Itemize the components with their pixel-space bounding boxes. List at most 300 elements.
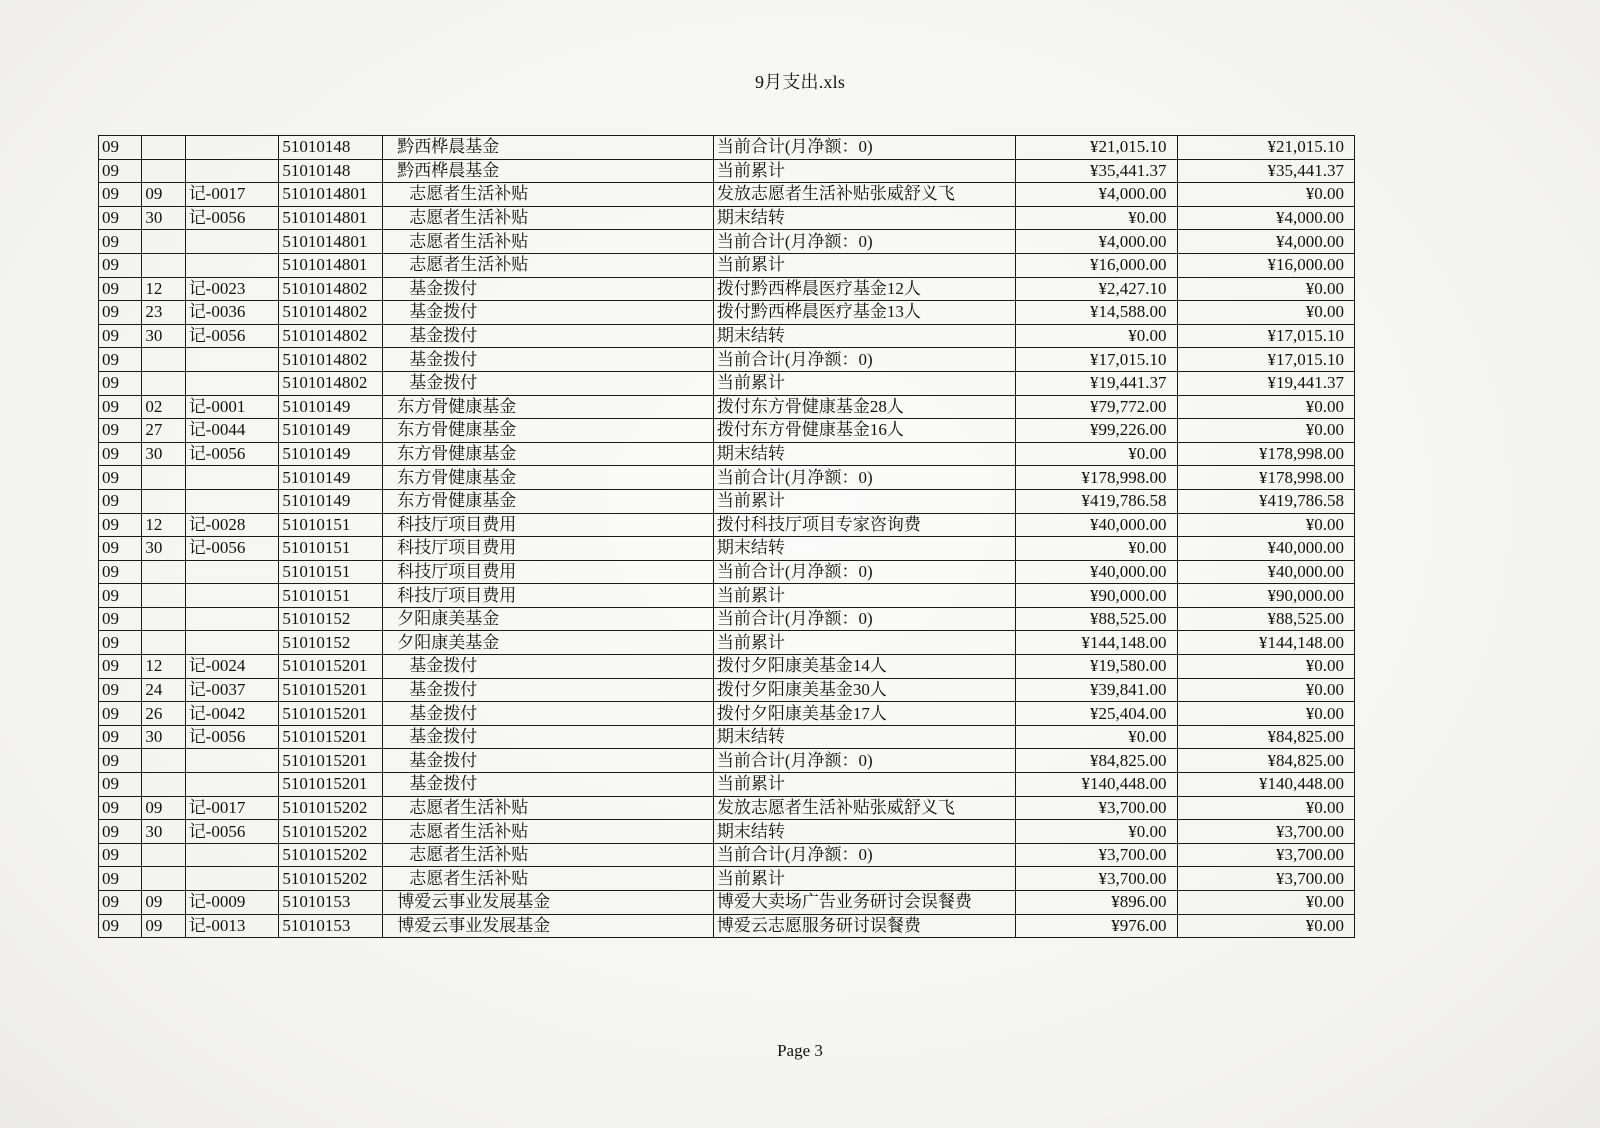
debit-cell: ¥35,441.37 (1016, 159, 1177, 183)
account-code-cell: 5101015202 (279, 820, 383, 844)
summary-cell: 期末结转 (713, 537, 1015, 561)
account-code-cell: 5101015201 (279, 749, 383, 773)
account-name-cell: 志愿者生活补贴 (383, 820, 714, 844)
summary-cell: 拨付科技厅项目专家咨询费 (713, 513, 1015, 537)
account-name-cell: 基金拨付 (383, 324, 714, 348)
voucher-cell: 记-0056 (185, 820, 279, 844)
account-code-cell: 5101015201 (279, 702, 383, 726)
credit-cell: ¥0.00 (1177, 891, 1354, 915)
summary-cell: 拨付东方骨健康基金28人 (713, 395, 1015, 419)
account-name-cell: 志愿者生活补贴 (383, 843, 714, 867)
account-code-cell: 51010149 (279, 466, 383, 490)
credit-cell: ¥40,000.00 (1177, 537, 1354, 561)
day-cell (142, 773, 185, 797)
account-name-cell: 东方骨健康基金 (383, 395, 714, 419)
voucher-cell (185, 348, 279, 372)
voucher-cell: 记-0036 (185, 301, 279, 325)
month-cell: 09 (99, 301, 142, 325)
debit-cell: ¥4,000.00 (1016, 230, 1177, 254)
credit-cell: ¥17,015.10 (1177, 348, 1354, 372)
day-cell (142, 631, 185, 655)
month-cell: 09 (99, 749, 142, 773)
debit-cell: ¥4,000.00 (1016, 183, 1177, 207)
table-row (99, 183, 1355, 207)
day-cell: 09 (142, 796, 185, 820)
table-row (99, 230, 1355, 254)
month-cell: 09 (99, 395, 142, 419)
debit-cell: ¥0.00 (1016, 206, 1177, 230)
day-cell: 30 (142, 820, 185, 844)
account-code-cell: 5101015202 (279, 796, 383, 820)
table-row (99, 253, 1355, 277)
debit-cell: ¥2,427.10 (1016, 277, 1177, 301)
account-name-cell: 基金拨付 (383, 371, 714, 395)
summary-cell: 当前累计 (713, 867, 1015, 891)
voucher-cell (185, 371, 279, 395)
credit-cell: ¥35,441.37 (1177, 159, 1354, 183)
table-row (99, 560, 1355, 584)
account-name-cell: 志愿者生活补贴 (383, 253, 714, 277)
debit-cell: ¥976.00 (1016, 914, 1177, 938)
table-row (99, 867, 1355, 891)
account-code-cell: 51010152 (279, 607, 383, 631)
month-cell: 09 (99, 230, 142, 254)
month-cell: 09 (99, 678, 142, 702)
credit-cell: ¥4,000.00 (1177, 206, 1354, 230)
voucher-cell: 记-0017 (185, 183, 279, 207)
voucher-cell: 记-0056 (185, 442, 279, 466)
summary-cell: 拨付夕阳康美基金14人 (713, 655, 1015, 679)
account-name-cell: 博爱云事业发展基金 (383, 891, 714, 915)
day-cell (142, 466, 185, 490)
credit-cell: ¥140,448.00 (1177, 773, 1354, 797)
debit-cell: ¥14,588.00 (1016, 301, 1177, 325)
day-cell (142, 489, 185, 513)
table-row (99, 702, 1355, 726)
debit-cell: ¥3,700.00 (1016, 843, 1177, 867)
summary-cell: 当前合计(月净额：0) (713, 136, 1015, 160)
debit-cell: ¥178,998.00 (1016, 466, 1177, 490)
account-code-cell: 5101015202 (279, 843, 383, 867)
account-code-cell: 5101014802 (279, 371, 383, 395)
credit-cell: ¥0.00 (1177, 796, 1354, 820)
table-row (99, 891, 1355, 915)
credit-cell: ¥0.00 (1177, 183, 1354, 207)
day-cell: 12 (142, 655, 185, 679)
month-cell: 09 (99, 843, 142, 867)
account-code-cell: 51010148 (279, 159, 383, 183)
account-code-cell: 5101014802 (279, 301, 383, 325)
table-row (99, 537, 1355, 561)
summary-cell: 期末结转 (713, 206, 1015, 230)
account-code-cell: 5101014801 (279, 253, 383, 277)
account-code-cell: 51010151 (279, 584, 383, 608)
voucher-cell: 记-0024 (185, 655, 279, 679)
account-name-cell: 志愿者生活补贴 (383, 183, 714, 207)
day-cell: 30 (142, 442, 185, 466)
table-row (99, 395, 1355, 419)
credit-cell: ¥84,825.00 (1177, 725, 1354, 749)
credit-cell: ¥178,998.00 (1177, 442, 1354, 466)
voucher-cell (185, 867, 279, 891)
credit-cell: ¥17,015.10 (1177, 324, 1354, 348)
account-code-cell: 5101014801 (279, 206, 383, 230)
debit-cell: ¥140,448.00 (1016, 773, 1177, 797)
debit-cell: ¥0.00 (1016, 442, 1177, 466)
day-cell (142, 843, 185, 867)
voucher-cell (185, 159, 279, 183)
day-cell (142, 136, 185, 160)
account-code-cell: 5101015201 (279, 678, 383, 702)
summary-cell: 当前累计 (713, 159, 1015, 183)
day-cell: 12 (142, 277, 185, 301)
table-row (99, 513, 1355, 537)
account-name-cell: 黔西桦晨基金 (383, 136, 714, 160)
credit-cell: ¥19,441.37 (1177, 371, 1354, 395)
debit-cell: ¥39,841.00 (1016, 678, 1177, 702)
summary-cell: 当前累计 (713, 773, 1015, 797)
voucher-cell (185, 253, 279, 277)
account-code-cell: 51010149 (279, 395, 383, 419)
debit-cell: ¥99,226.00 (1016, 419, 1177, 443)
month-cell: 09 (99, 442, 142, 466)
table-row (99, 301, 1355, 325)
account-code-cell: 5101015201 (279, 655, 383, 679)
credit-cell: ¥90,000.00 (1177, 584, 1354, 608)
month-cell: 09 (99, 631, 142, 655)
account-name-cell: 科技厅项目费用 (383, 584, 714, 608)
table-row (99, 159, 1355, 183)
month-cell: 09 (99, 607, 142, 631)
month-cell: 09 (99, 324, 142, 348)
month-cell: 09 (99, 419, 142, 443)
account-code-cell: 51010149 (279, 489, 383, 513)
credit-cell: ¥4,000.00 (1177, 230, 1354, 254)
account-code-cell: 51010149 (279, 442, 383, 466)
summary-cell: 当前合计(月净额：0) (713, 607, 1015, 631)
voucher-cell: 记-0013 (185, 914, 279, 938)
table-row (99, 725, 1355, 749)
debit-cell: ¥3,700.00 (1016, 867, 1177, 891)
summary-cell: 当前累计 (713, 631, 1015, 655)
account-name-cell: 志愿者生活补贴 (383, 796, 714, 820)
debit-cell: ¥0.00 (1016, 324, 1177, 348)
voucher-cell: 记-0044 (185, 419, 279, 443)
day-cell (142, 560, 185, 584)
table-row (99, 820, 1355, 844)
credit-cell: ¥144,148.00 (1177, 631, 1354, 655)
voucher-cell (185, 136, 279, 160)
month-cell: 09 (99, 513, 142, 537)
table-row (99, 631, 1355, 655)
debit-cell: ¥40,000.00 (1016, 513, 1177, 537)
voucher-cell (185, 560, 279, 584)
month-cell: 09 (99, 136, 142, 160)
table-row (99, 914, 1355, 938)
voucher-cell: 记-0056 (185, 206, 279, 230)
credit-cell: ¥419,786.58 (1177, 489, 1354, 513)
month-cell: 09 (99, 206, 142, 230)
account-name-cell: 志愿者生活补贴 (383, 206, 714, 230)
account-code-cell: 5101014801 (279, 183, 383, 207)
debit-cell: ¥79,772.00 (1016, 395, 1177, 419)
month-cell: 09 (99, 348, 142, 372)
summary-cell: 当前累计 (713, 489, 1015, 513)
debit-cell: ¥0.00 (1016, 537, 1177, 561)
table-row (99, 749, 1355, 773)
month-cell: 09 (99, 702, 142, 726)
summary-cell: 期末结转 (713, 820, 1015, 844)
account-name-cell: 东方骨健康基金 (383, 442, 714, 466)
account-name-cell: 基金拨付 (383, 655, 714, 679)
month-cell: 09 (99, 371, 142, 395)
credit-cell: ¥3,700.00 (1177, 820, 1354, 844)
day-cell: 24 (142, 678, 185, 702)
voucher-cell: 记-0056 (185, 324, 279, 348)
debit-cell: ¥21,015.10 (1016, 136, 1177, 160)
account-code-cell: 51010151 (279, 513, 383, 537)
summary-cell: 拨付东方骨健康基金16人 (713, 419, 1015, 443)
debit-cell: ¥16,000.00 (1016, 253, 1177, 277)
day-cell: 09 (142, 914, 185, 938)
account-code-cell: 51010152 (279, 631, 383, 655)
voucher-cell (185, 631, 279, 655)
account-name-cell: 东方骨健康基金 (383, 489, 714, 513)
summary-cell: 当前合计(月净额：0) (713, 466, 1015, 490)
debit-cell: ¥19,580.00 (1016, 655, 1177, 679)
credit-cell: ¥0.00 (1177, 702, 1354, 726)
voucher-cell: 记-0056 (185, 537, 279, 561)
credit-cell: ¥3,700.00 (1177, 843, 1354, 867)
summary-cell: 拨付夕阳康美基金17人 (713, 702, 1015, 726)
credit-cell: ¥0.00 (1177, 419, 1354, 443)
page-number: Page 3 (777, 1041, 823, 1060)
table-row (99, 348, 1355, 372)
debit-cell: ¥25,404.00 (1016, 702, 1177, 726)
account-name-cell: 基金拨付 (383, 678, 714, 702)
ledger-body (99, 136, 1355, 938)
summary-cell: 期末结转 (713, 324, 1015, 348)
debit-cell: ¥0.00 (1016, 820, 1177, 844)
account-name-cell: 基金拨付 (383, 702, 714, 726)
account-name-cell: 夕阳康美基金 (383, 607, 714, 631)
table-row (99, 773, 1355, 797)
credit-cell: ¥0.00 (1177, 655, 1354, 679)
day-cell: 30 (142, 206, 185, 230)
month-cell: 09 (99, 867, 142, 891)
month-cell: 09 (99, 914, 142, 938)
month-cell: 09 (99, 537, 142, 561)
debit-cell: ¥88,525.00 (1016, 607, 1177, 631)
day-cell (142, 607, 185, 631)
debit-cell: ¥84,825.00 (1016, 749, 1177, 773)
debit-cell: ¥90,000.00 (1016, 584, 1177, 608)
table-row (99, 466, 1355, 490)
table-row (99, 655, 1355, 679)
day-cell: 26 (142, 702, 185, 726)
voucher-cell: 记-0017 (185, 796, 279, 820)
month-cell: 09 (99, 725, 142, 749)
day-cell (142, 348, 185, 372)
table-row (99, 678, 1355, 702)
account-name-cell: 基金拨付 (383, 277, 714, 301)
voucher-cell (185, 489, 279, 513)
table-row (99, 419, 1355, 443)
day-cell: 30 (142, 537, 185, 561)
month-cell: 09 (99, 159, 142, 183)
table-row (99, 371, 1355, 395)
summary-cell: 当前合计(月净额：0) (713, 230, 1015, 254)
table-row (99, 584, 1355, 608)
account-name-cell: 科技厅项目费用 (383, 560, 714, 584)
summary-cell: 发放志愿者生活补贴张威舒义飞 (713, 796, 1015, 820)
voucher-cell: 记-0042 (185, 702, 279, 726)
month-cell: 09 (99, 183, 142, 207)
account-name-cell: 基金拨付 (383, 749, 714, 773)
day-cell (142, 230, 185, 254)
day-cell (142, 584, 185, 608)
account-name-cell: 志愿者生活补贴 (383, 230, 714, 254)
day-cell (142, 371, 185, 395)
table-row (99, 324, 1355, 348)
voucher-cell: 记-0009 (185, 891, 279, 915)
month-cell: 09 (99, 466, 142, 490)
day-cell: 27 (142, 419, 185, 443)
day-cell: 09 (142, 183, 185, 207)
voucher-cell: 记-0037 (185, 678, 279, 702)
day-cell: 30 (142, 324, 185, 348)
day-cell: 02 (142, 395, 185, 419)
month-cell: 09 (99, 277, 142, 301)
summary-cell: 当前合计(月净额：0) (713, 749, 1015, 773)
table-row (99, 489, 1355, 513)
summary-cell: 当前合计(月净额：0) (713, 560, 1015, 584)
voucher-cell (185, 466, 279, 490)
summary-cell: 当前合计(月净额：0) (713, 348, 1015, 372)
account-code-cell: 51010151 (279, 537, 383, 561)
month-cell: 09 (99, 560, 142, 584)
month-cell: 09 (99, 584, 142, 608)
debit-cell: ¥896.00 (1016, 891, 1177, 915)
voucher-cell (185, 230, 279, 254)
table-row (99, 796, 1355, 820)
account-code-cell: 5101014802 (279, 324, 383, 348)
month-cell: 09 (99, 891, 142, 915)
account-code-cell: 51010153 (279, 914, 383, 938)
ledger-table (98, 135, 1355, 938)
credit-cell: ¥0.00 (1177, 513, 1354, 537)
account-code-cell: 51010151 (279, 560, 383, 584)
credit-cell: ¥88,525.00 (1177, 607, 1354, 631)
account-code-cell: 5101015201 (279, 773, 383, 797)
account-code-cell: 51010149 (279, 419, 383, 443)
summary-cell: 期末结转 (713, 442, 1015, 466)
voucher-cell (185, 749, 279, 773)
account-name-cell: 东方骨健康基金 (383, 466, 714, 490)
account-code-cell: 5101014802 (279, 348, 383, 372)
day-cell: 09 (142, 891, 185, 915)
account-name-cell: 东方骨健康基金 (383, 419, 714, 443)
account-name-cell: 基金拨付 (383, 773, 714, 797)
debit-cell: ¥419,786.58 (1016, 489, 1177, 513)
credit-cell: ¥178,998.00 (1177, 466, 1354, 490)
account-name-cell: 志愿者生活补贴 (383, 867, 714, 891)
day-cell (142, 159, 185, 183)
month-cell: 09 (99, 820, 142, 844)
account-name-cell: 基金拨付 (383, 301, 714, 325)
credit-cell: ¥0.00 (1177, 277, 1354, 301)
debit-cell: ¥40,000.00 (1016, 560, 1177, 584)
summary-cell: 当前累计 (713, 584, 1015, 608)
debit-cell: ¥0.00 (1016, 725, 1177, 749)
credit-cell: ¥16,000.00 (1177, 253, 1354, 277)
month-cell: 09 (99, 253, 142, 277)
summary-cell: 当前合计(月净额：0) (713, 843, 1015, 867)
summary-cell: 博爱大卖场广告业务研讨会误餐费 (713, 891, 1015, 915)
account-code-cell: 51010153 (279, 891, 383, 915)
table-row (99, 206, 1355, 230)
voucher-cell: 记-0056 (185, 725, 279, 749)
summary-cell: 当前累计 (713, 371, 1015, 395)
table-row (99, 843, 1355, 867)
month-cell: 09 (99, 796, 142, 820)
summary-cell: 拨付夕阳康美基金30人 (713, 678, 1015, 702)
credit-cell: ¥21,015.10 (1177, 136, 1354, 160)
credit-cell: ¥0.00 (1177, 914, 1354, 938)
account-name-cell: 科技厅项目费用 (383, 537, 714, 561)
debit-cell: ¥17,015.10 (1016, 348, 1177, 372)
table-row (99, 136, 1355, 160)
voucher-cell (185, 607, 279, 631)
summary-cell: 拨付黔西桦晨医疗基金12人 (713, 277, 1015, 301)
debit-cell: ¥144,148.00 (1016, 631, 1177, 655)
account-name-cell: 基金拨付 (383, 725, 714, 749)
summary-cell: 当前累计 (713, 253, 1015, 277)
day-cell (142, 749, 185, 773)
voucher-cell: 记-0001 (185, 395, 279, 419)
account-name-cell: 科技厅项目费用 (383, 513, 714, 537)
day-cell: 12 (142, 513, 185, 537)
credit-cell: ¥0.00 (1177, 395, 1354, 419)
account-code-cell: 5101014802 (279, 277, 383, 301)
table-row (99, 607, 1355, 631)
account-code-cell: 5101015201 (279, 725, 383, 749)
voucher-cell (185, 584, 279, 608)
month-cell: 09 (99, 655, 142, 679)
month-cell: 09 (99, 773, 142, 797)
debit-cell: ¥19,441.37 (1016, 371, 1177, 395)
summary-cell: 拨付黔西桦晨医疗基金13人 (713, 301, 1015, 325)
account-code-cell: 5101014801 (279, 230, 383, 254)
credit-cell: ¥0.00 (1177, 301, 1354, 325)
table-row (99, 442, 1355, 466)
voucher-cell (185, 843, 279, 867)
voucher-cell: 记-0028 (185, 513, 279, 537)
account-name-cell: 基金拨付 (383, 348, 714, 372)
voucher-cell: 记-0023 (185, 277, 279, 301)
account-code-cell: 51010148 (279, 136, 383, 160)
account-code-cell: 5101015202 (279, 867, 383, 891)
day-cell: 30 (142, 725, 185, 749)
credit-cell: ¥3,700.00 (1177, 867, 1354, 891)
account-name-cell: 博爱云事业发展基金 (383, 914, 714, 938)
summary-cell: 期末结转 (713, 725, 1015, 749)
day-cell (142, 253, 185, 277)
day-cell: 23 (142, 301, 185, 325)
credit-cell: ¥84,825.00 (1177, 749, 1354, 773)
account-name-cell: 黔西桦晨基金 (383, 159, 714, 183)
table-row (99, 277, 1355, 301)
